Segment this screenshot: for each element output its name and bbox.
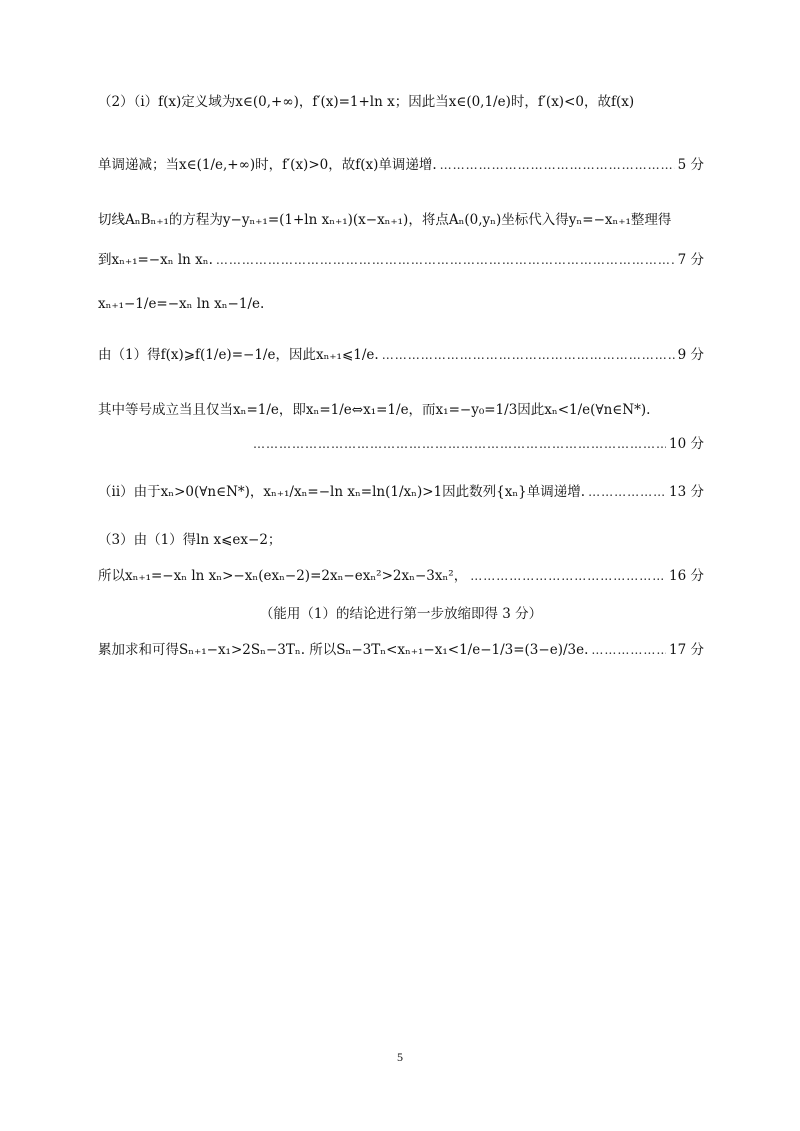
- solution-line-9: [98, 482, 704, 502]
- line-text: 其中等号成立当且仅当xₙ=1/e，即xₙ=1/e⇔x₁=1/e，而x₁=−y₀=1/3因此xₙ<1/e(∀n∈N*).: [98, 402, 651, 418]
- leader-dots: [470, 566, 666, 586]
- line-text: （3）由（1）得ln x⩽ex−2；: [98, 532, 282, 548]
- solution-line-7: [98, 400, 704, 420]
- line-text: 累加求和可得Sₙ₊₁−x₁>2Sₙ−3Tₙ. 所以Sₙ−3Tₙ<xₙ₊₁−x₁<1/e−1/3=(3−e)/3e.: [98, 642, 589, 658]
- solution-line-4: [98, 250, 704, 270]
- line-text: xₙ₊₁−1/e=−xₙ ln xₙ−1/e.: [98, 296, 265, 312]
- solution-line-10: [98, 530, 704, 550]
- leader-dots: [253, 434, 666, 454]
- score-label: 7 分: [677, 252, 704, 268]
- score-label: 10 分: [669, 436, 704, 452]
- solution-line-6: [98, 345, 704, 365]
- note-text: （能用（1）的结论进行第一步放缩即得 3 分）: [259, 606, 543, 622]
- leader-dots: [440, 155, 675, 175]
- score-label: 16 分: [669, 568, 704, 584]
- solution-note: [98, 604, 704, 624]
- leader-dots: [588, 482, 666, 502]
- solution-line-1: [98, 92, 704, 112]
- solution-line-5: [98, 294, 704, 314]
- solution-line-8: [250, 434, 704, 454]
- solution-line-2: [98, 155, 704, 175]
- line-text: （2）（i）f(x)定义域为x∈(0,+∞)，f′(x)=1+ln x；因此当x∈(0,1/e)时，f′(x)<0，故f(x): [98, 94, 635, 110]
- line-text: 由（1）得f(x)⩾f(1/e)=−1/e，因此xₙ₊₁⩽1/e.: [98, 347, 379, 363]
- leader-dots: [591, 640, 666, 660]
- score-label: 17 分: [669, 642, 704, 658]
- line-text: （ii）由于xₙ>0(∀n∈N*)，xₙ₊₁/xₙ=−ln xₙ=ln(1/xₙ)>1因此数列{xₙ}单调递增.: [98, 484, 586, 500]
- score-label: 5 分: [677, 157, 704, 173]
- line-text: 所以xₙ₊₁=−xₙ ln xₙ>−xₙ(exₙ−2)=2xₙ−exₙ²>2xₙ−3xₙ²，: [98, 568, 468, 584]
- line-text: 到xₙ₊₁=−xₙ ln xₙ.: [98, 252, 213, 268]
- leader-dots: [216, 250, 675, 270]
- line-text: 单调递减；当x∈(1/e,+∞)时，f′(x)>0，故f(x)单调递增.: [98, 157, 437, 173]
- leader-dots: [382, 345, 675, 365]
- line-text: 切线AₙBₙ₊₁的方程为y−yₙ₊₁=(1+ln xₙ₊₁)(x−xₙ₊₁)，将点Aₙ(0,yₙ)坐标代入得yₙ=−xₙ₊₁整理得: [98, 212, 672, 228]
- score-label: 13 分: [669, 484, 704, 500]
- solution-line-11: [98, 566, 704, 586]
- solution-line-13: [98, 640, 704, 660]
- page-number: 5: [397, 1050, 403, 1064]
- solution-line-3: [98, 210, 704, 230]
- score-label: 9 分: [677, 347, 704, 363]
